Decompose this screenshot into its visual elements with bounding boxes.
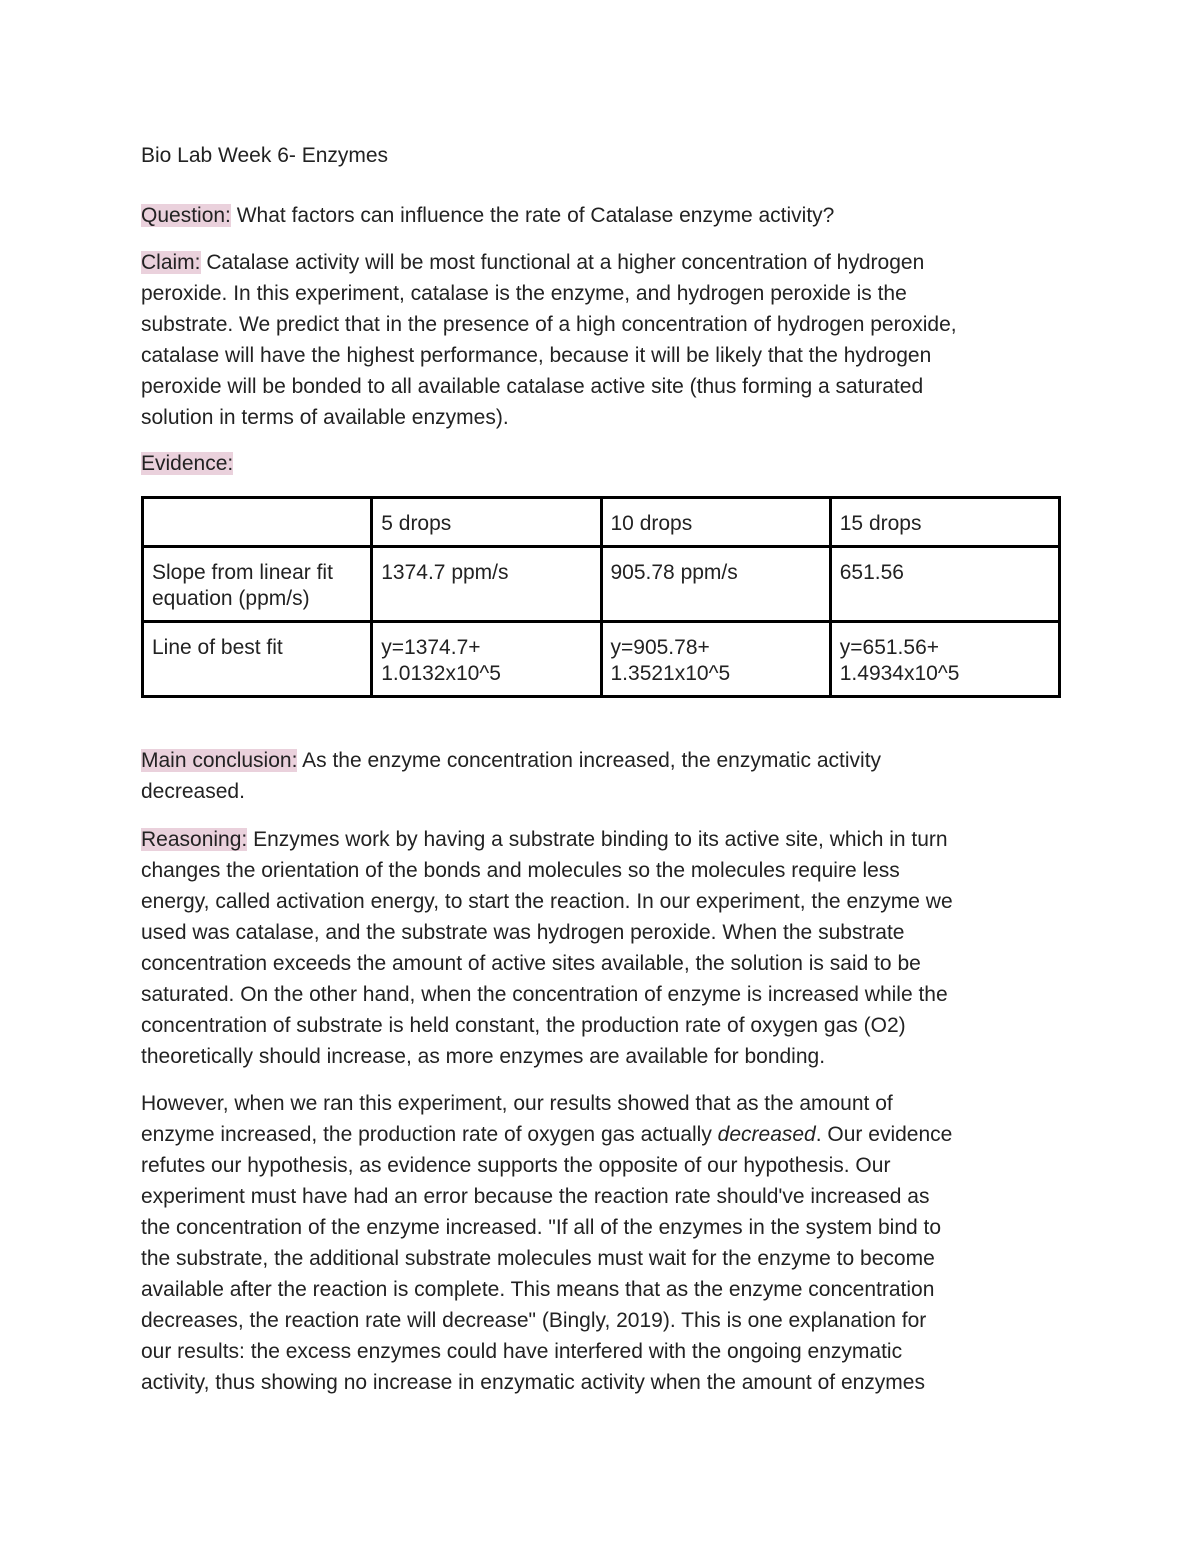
- question-text: What factors can influence the rate of Catalase enzyme activity?: [230, 204, 835, 227]
- table-header-cell: [143, 498, 372, 547]
- conclusion-label: Main conclusion:: [141, 749, 298, 772]
- table-cell: [601, 622, 830, 697]
- reasoning-label: Reasoning:: [141, 828, 248, 851]
- however-line: our results: the excess enzymes could have interfered with the ongoing enzymatic: [141, 1340, 903, 1363]
- table-cell: [830, 547, 1059, 622]
- table-row-label: [143, 622, 372, 697]
- table-cell-line: equation (ppm/s): [152, 587, 310, 610]
- claim-line: solution in terms of available enzymes).: [141, 406, 509, 429]
- table-cell-line: Slope from linear fit: [152, 561, 333, 584]
- conclusion-paragraph: [141, 745, 1061, 807]
- table-cell: [372, 622, 601, 697]
- claim-line: peroxide will be bonded to all available catalase active site (thus forming a saturated: [141, 375, 924, 398]
- claim-line: Catalase activity will be most functional at a higher concentration of hydrogen: [200, 251, 925, 274]
- table-cell-line: y=905.78+: [610, 636, 710, 659]
- however-line: available after the reaction is complete. This means that as the enzyme concentration: [141, 1278, 935, 1301]
- table-cell-line: 1.3521x10^5: [610, 662, 731, 685]
- table-cell-line: 651.56: [839, 561, 904, 584]
- reasoning-paragraph: [141, 824, 1061, 1072]
- table-cell-line: Line of best fit: [152, 636, 283, 659]
- however-line: . Our evidence: [815, 1123, 953, 1146]
- however-line: the concentration of the enzyme increased. "If all of the enzymes in the system bind to: [141, 1216, 942, 1239]
- however-line: decreases, the reaction rate will decrease" (Bingly, 2019). This is one explanation for: [141, 1309, 927, 1332]
- claim-paragraph: [141, 247, 1061, 433]
- document-title: Bio Lab Week 6- Enzymes: [141, 144, 389, 167]
- table-header-cell: 5 drops: [372, 498, 601, 547]
- reasoning-line: Enzymes work by having a substrate binding to its active site, which in turn: [247, 828, 948, 851]
- table-cell: [372, 547, 601, 622]
- table-cell-line: 905.78 ppm/s: [610, 561, 738, 584]
- however-line: experiment must have had an error because the reaction rate should've increased as: [141, 1185, 930, 1208]
- however-line: refutes our hypothesis, as evidence supports the opposite of our hypothesis. Our: [141, 1154, 891, 1177]
- question-label: Question:: [141, 204, 231, 227]
- table-header-cell: 15 drops: [830, 498, 1059, 547]
- emphasized-word: decreased: [717, 1123, 816, 1146]
- however-line: the substrate, the additional substrate molecules must wait for the enzyme to become: [141, 1247, 935, 1270]
- reasoning-line: saturated. On the other hand, when the concentration of enzyme is increased while the: [141, 983, 948, 1006]
- claim-line: peroxide. In this experiment, catalase is the enzyme, and hydrogen peroxide is the: [141, 282, 907, 305]
- reasoning-line: concentration of substrate is held constant, the production rate of oxygen gas (O2): [141, 1014, 906, 1037]
- claim-line: substrate. We predict that in the presence of a high concentration of hydrogen peroxide,: [141, 313, 957, 336]
- table-header-cell: 10 drops: [601, 498, 830, 547]
- reasoning-line: used was catalase, and the substrate was hydrogen peroxide. When the substrate: [141, 921, 905, 944]
- table-cell-line: y=1374.7+: [381, 636, 481, 659]
- conclusion-line: decreased.: [141, 780, 245, 803]
- table-header-row: [143, 498, 1060, 547]
- table-row-label: [143, 547, 372, 622]
- reasoning-line: energy, called activation energy, to start the reaction. In our experiment, the enzyme we: [141, 890, 953, 913]
- reasoning-line: theoretically should increase, as more enzymes are available for bonding.: [141, 1045, 826, 1068]
- however-line: activity, thus showing no increase in enzymatic activity when the amount of enzymes: [141, 1371, 925, 1394]
- question-paragraph: [141, 200, 1061, 231]
- reasoning-line: changes the orientation of the bonds and molecules so the molecules require less: [141, 859, 900, 882]
- evidence-label: Evidence:: [141, 452, 234, 475]
- conclusion-line: As the enzyme concentration increased, the enzymatic activity: [297, 749, 882, 772]
- claim-label: Claim:: [141, 251, 201, 274]
- table-row: [143, 547, 1060, 622]
- however-paragraph: [141, 1088, 1061, 1398]
- table-cell-line: y=651.56+: [839, 636, 940, 659]
- however-line: enzyme increased, the production rate of oxygen gas actually: [141, 1123, 718, 1146]
- reasoning-line: concentration exceeds the amount of active sites available, the solution is said to be: [141, 952, 921, 975]
- however-line: However, when we ran this experiment, our results showed that as the amount of: [141, 1092, 893, 1115]
- table-cell: [830, 622, 1059, 697]
- claim-line: catalase will have the highest performance, because it will be likely that the hydrogen: [141, 344, 932, 367]
- table-cell-line: 1.4934x10^5: [839, 662, 960, 685]
- table-cell-line: 1374.7 ppm/s: [381, 561, 509, 584]
- table-cell: [601, 547, 830, 622]
- table-row: [143, 622, 1060, 697]
- table-cell-line: 1.0132x10^5: [381, 662, 501, 685]
- evidence-paragraph: [141, 448, 1061, 479]
- evidence-table: [141, 496, 1061, 698]
